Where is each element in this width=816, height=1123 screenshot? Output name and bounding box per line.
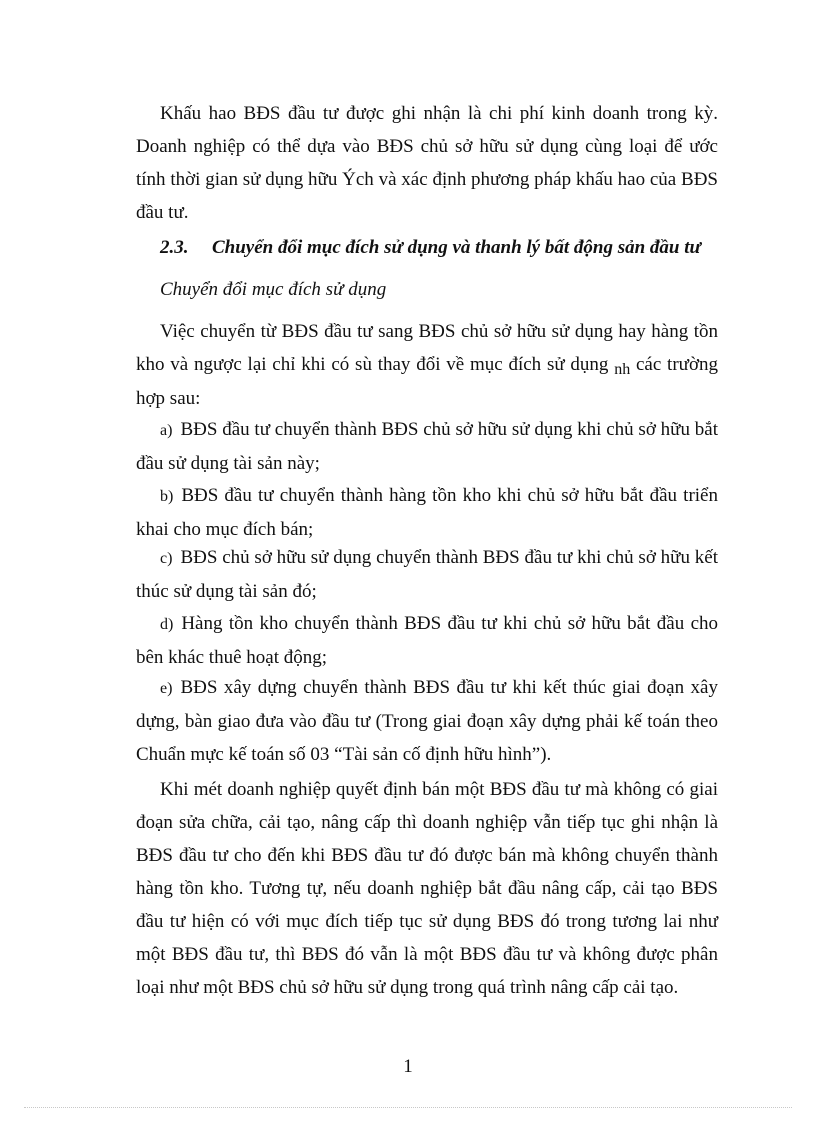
list-item-text: BĐS đầu tư chuyển thành hàng tồn kho khi chủ sở hữu bắt đầu triển khai cho mục đích bán; xyxy=(136,485,718,540)
list-item-b xyxy=(136,479,718,546)
list-item-a xyxy=(136,413,718,480)
list-item-text: Hàng tồn kho chuyển thành BĐS đầu tư khi chủ sở hữu bắt đầu cho bên khác thuê hoạt động; xyxy=(136,613,718,668)
lead-text-inline: nh xyxy=(614,361,631,378)
list-item-text: BĐS chủ sở hữu sử dụng chuyển thành BĐS đầu tư khi chủ sở hữu kết thúc sử dụng tài sản đó; xyxy=(136,547,718,602)
lead-text-after: các trường hợp sau: xyxy=(136,354,718,409)
list-item-label: b) xyxy=(160,488,174,505)
list-item-text: BĐS xây dựng chuyển thành BĐS đầu tư khi kết thúc giai đoạn xây dựng, bàn giao đưa vào đầu tư (Trong giai đoạn xây dựng phải kế toán theo Chuẩn mực kế toán số 03 “Tài sản cố định hữu hình”). xyxy=(136,677,718,765)
section-heading xyxy=(160,237,720,259)
list-item-e xyxy=(136,671,718,771)
lead-paragraph xyxy=(136,315,718,415)
subheading: Chuyển đổi mục đích sử dụng xyxy=(160,279,387,300)
section-number: 2.3. xyxy=(160,237,189,258)
footer-divider xyxy=(24,1107,792,1108)
section-title: Chuyển đổi mục đích sử dụng và thanh lý bất động sản đầu tư xyxy=(212,237,701,258)
intro-paragraph: Khấu hao BĐS đầu tư được ghi nhận là chi phí kinh doanh trong kỳ. Doanh nghiệp có thể dựa vào BĐS chủ sở hữu sử dụng cùng loại để ước tính thời gian sử dụng hữu Ých và xác định phương pháp khấu hao của BĐS đầu tư. xyxy=(136,103,718,223)
page-number: 1 xyxy=(403,1056,413,1077)
list-item-text: BĐS đầu tư chuyển thành BĐS chủ sở hữu sử dụng khi chủ sở hữu bắt đầu sử dụng tài sản này; xyxy=(136,419,718,474)
lead-text-before: Việc chuyển từ BĐS đầu tư sang BĐS chủ sở hữu sử dụng hay hàng tồn kho và ngược lại chỉ khi có sù thay đổi về mục đích sử dụng xyxy=(136,321,718,375)
list-item-c xyxy=(136,541,718,608)
list-item-label: e) xyxy=(160,680,173,697)
list-item-label: d) xyxy=(160,616,174,633)
closing-paragraph: Khi mét doanh nghiệp quyết định bán một BĐS đầu tư mà không có giai đoạn sửa chữa, cải tạo, nâng cấp thì doanh nghiệp vẫn tiếp tục ghi nhận là BĐS đầu tư cho đến khi BĐS đầu tư đó được bán mà không chuyển thành hàng tồn kho. Tương tự, nếu doanh nghiệp bắt đầu nâng cấp, cải tạo BĐS đầu tư hiện có với mục đích tiếp tục sử dụng BĐS đó trong tương lai như một BĐS đầu tư, thì BĐS đó vẫn là một BĐS đầu tư và không được phân loại như một BĐS chủ sở hữu sử dụng trong quá trình nâng cấp cải tạo. xyxy=(136,779,718,998)
list-item-label: a) xyxy=(160,422,173,439)
list-item-d xyxy=(136,607,718,674)
list-item-label: c) xyxy=(160,550,173,567)
